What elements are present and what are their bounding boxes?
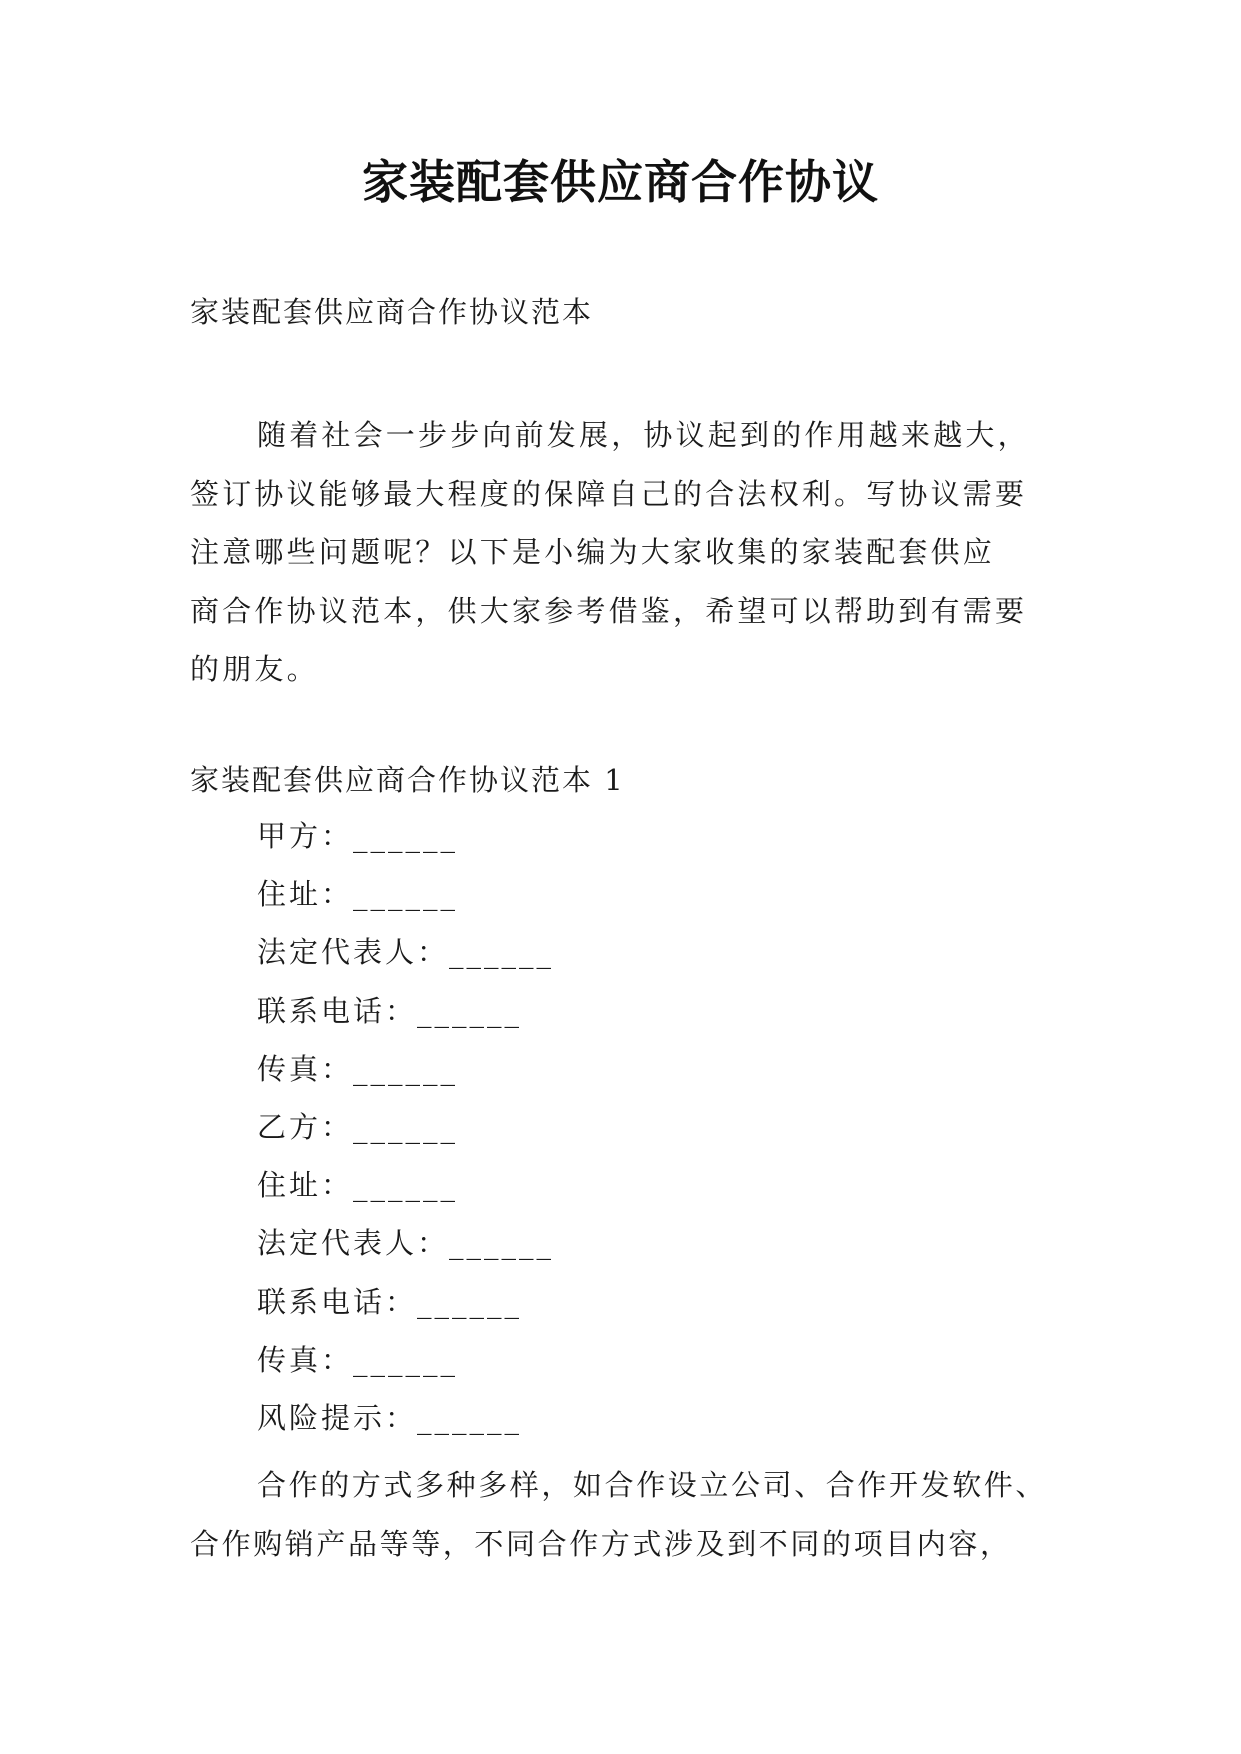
field-blank: ______ [449, 1226, 555, 1261]
body-line: 合作购销产品等等，不同合作方式涉及到不同的项目内容， [190, 1526, 1012, 1561]
field-label: 住址： [257, 1168, 354, 1203]
intro-line: 的朋友。 [190, 652, 319, 686]
intro-line: 签订协议能够最大程度的保障自己的合法权利。写协议需要 [190, 476, 1028, 511]
intro-line: 注意哪些问题呢？以下是小编为大家收集的家装配套供应 [190, 535, 996, 569]
document-subtitle: 家装配套供应商合作协议范本 [190, 295, 594, 329]
field-label: 联系电话： [257, 1284, 418, 1319]
field-blank: ______ [353, 877, 459, 912]
section-heading: 家装配套供应商合作协议范本 1 [190, 763, 625, 797]
field-blank: ______ [417, 1284, 523, 1319]
field-party-a-fax [257, 1049, 554, 1107]
field-blank: ______ [353, 1342, 459, 1377]
intro-line: 随着社会一步步向前发展，协议起到的作用越来越大， [257, 418, 1030, 452]
field-party-b-phone [257, 1282, 554, 1340]
field-label: 乙方： [257, 1109, 354, 1144]
field-blank: ______ [353, 1051, 459, 1086]
field-party-a-address [257, 874, 554, 932]
field-party-b [257, 1107, 554, 1165]
field-label: 法定代表人： [257, 1226, 450, 1261]
field-party-b-address [257, 1165, 554, 1223]
field-blank: ______ [417, 993, 523, 1028]
intro-paragraph [190, 406, 1070, 699]
field-blank: ______ [353, 1109, 459, 1144]
body-line: 合作的方式多种多样，如合作设立公司、合作开发软件、 [257, 1468, 1048, 1502]
intro-line: 商合作协议范本，供大家参考借鉴，希望可以帮助到有需要 [190, 593, 1028, 628]
field-blank: ______ [353, 1168, 459, 1203]
party-fields [257, 816, 554, 1456]
field-party-a [257, 816, 554, 874]
field-blank: ______ [353, 819, 459, 853]
field-party-a-phone [257, 991, 554, 1049]
document-title: 家装配套供应商合作协议 [362, 155, 879, 209]
field-label: 联系电话： [257, 993, 418, 1028]
field-party-b-legal-rep [257, 1223, 554, 1281]
field-risk-notice [257, 1398, 554, 1456]
field-label: 法定代表人： [257, 935, 450, 970]
field-party-a-legal-rep [257, 932, 554, 990]
field-label: 传真： [257, 1342, 354, 1377]
field-party-b-fax [257, 1340, 554, 1398]
field-label: 传真： [257, 1051, 354, 1086]
body-paragraph [190, 1456, 1080, 1573]
field-blank: ______ [417, 1400, 523, 1435]
field-label: 甲方： [257, 819, 354, 853]
field-label: 住址： [257, 877, 354, 912]
field-blank: ______ [449, 935, 555, 970]
field-label: 风险提示： [257, 1400, 418, 1435]
